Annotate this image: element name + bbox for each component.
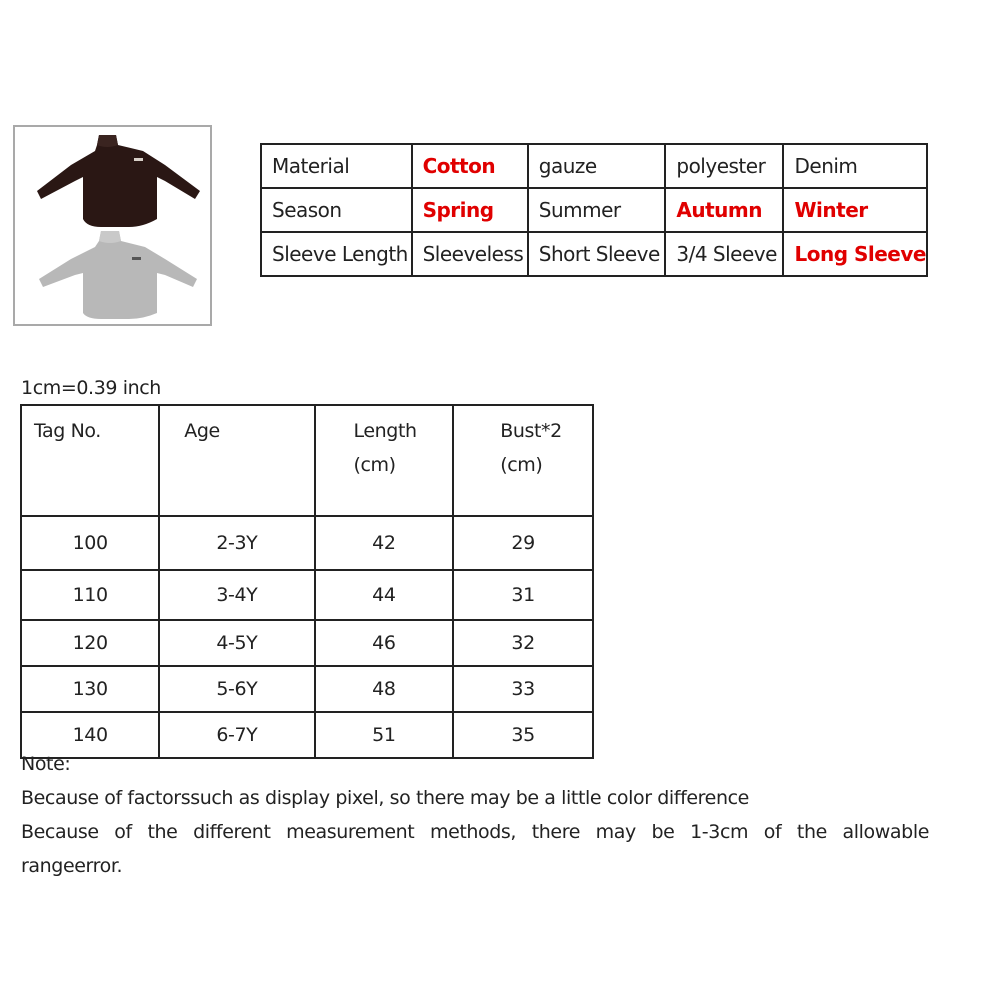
age-cell: 4-5Y: [159, 620, 314, 666]
header-unit: (cm): [353, 454, 396, 476]
bust-cell: 29: [453, 516, 593, 570]
header-line: Length: [353, 420, 417, 442]
attr-cell: Autumn: [665, 188, 783, 232]
attribute-table: [260, 143, 928, 277]
note-color-difference: Because of factorssuch as display pixel, so there may be a little color difference: [21, 787, 749, 809]
note-measurement-error: Because of the different measurement methods, there may be 1-3cm of the allowable: [21, 821, 929, 843]
tag-no-cell: 140: [21, 712, 159, 758]
table-row: [21, 620, 593, 666]
attr-cell: Short Sleeve: [528, 232, 666, 276]
product-image: [13, 125, 212, 326]
tag-no-cell: 120: [21, 620, 159, 666]
bust-cell: 31: [453, 570, 593, 620]
bust-cell: 35: [453, 712, 593, 758]
age-cell: 2-3Y: [159, 516, 314, 570]
attribute-row-season: [261, 188, 927, 232]
grey-top-shape: [39, 231, 197, 319]
attribute-row-sleeve-length: [261, 232, 927, 276]
bust-cell: 33: [453, 666, 593, 712]
size-chart-header-row: [21, 405, 593, 516]
table-row: [21, 666, 593, 712]
unit-conversion-note: 1cm=0.39 inch: [21, 377, 161, 399]
age-cell: 6-7Y: [159, 712, 314, 758]
header-unit: (cm): [500, 454, 543, 476]
tag-no-cell: 110: [21, 570, 159, 620]
bust-cell: 32: [453, 620, 593, 666]
length-cell: 44: [315, 570, 454, 620]
header-length: [315, 405, 454, 516]
attr-cell: Winter: [783, 188, 927, 232]
tag-no-cell: 100: [21, 516, 159, 570]
note-measurement-error-cont: rangeerror.: [21, 855, 123, 877]
header-tag-no: [21, 405, 159, 516]
header-line: Age: [184, 420, 220, 442]
brown-top-shape: [37, 135, 200, 227]
attr-cell: 3/4 Sleeve: [665, 232, 783, 276]
header-age: [159, 405, 314, 516]
size-chart-table: [20, 404, 594, 759]
attr-cell: gauze: [528, 144, 666, 188]
attr-cell: Denim: [783, 144, 927, 188]
attr-cell: Material: [261, 144, 412, 188]
attr-cell: Summer: [528, 188, 666, 232]
notes-title: Note:: [21, 753, 71, 775]
length-cell: 51: [315, 712, 454, 758]
attr-cell: Spring: [412, 188, 528, 232]
age-cell: 3-4Y: [159, 570, 314, 620]
length-cell: 48: [315, 666, 454, 712]
table-row: [21, 516, 593, 570]
notes-section: [21, 747, 929, 883]
attr-cell: polyester: [665, 144, 783, 188]
turtleneck-tops-illustration: [15, 127, 210, 324]
attr-cell: Cotton: [412, 144, 528, 188]
attr-cell: Sleeve Length: [261, 232, 412, 276]
attr-cell: Long Sleeve: [783, 232, 927, 276]
header-line: Bust*2: [500, 420, 562, 442]
table-row: [21, 570, 593, 620]
header-line: Tag No.: [34, 420, 101, 442]
length-cell: 46: [315, 620, 454, 666]
age-cell: 5-6Y: [159, 666, 314, 712]
attr-cell: Sleeveless: [412, 232, 528, 276]
attr-cell: Season: [261, 188, 412, 232]
length-cell: 42: [315, 516, 454, 570]
attribute-row-material: [261, 144, 927, 188]
tag-no-cell: 130: [21, 666, 159, 712]
header-bust: [453, 405, 593, 516]
